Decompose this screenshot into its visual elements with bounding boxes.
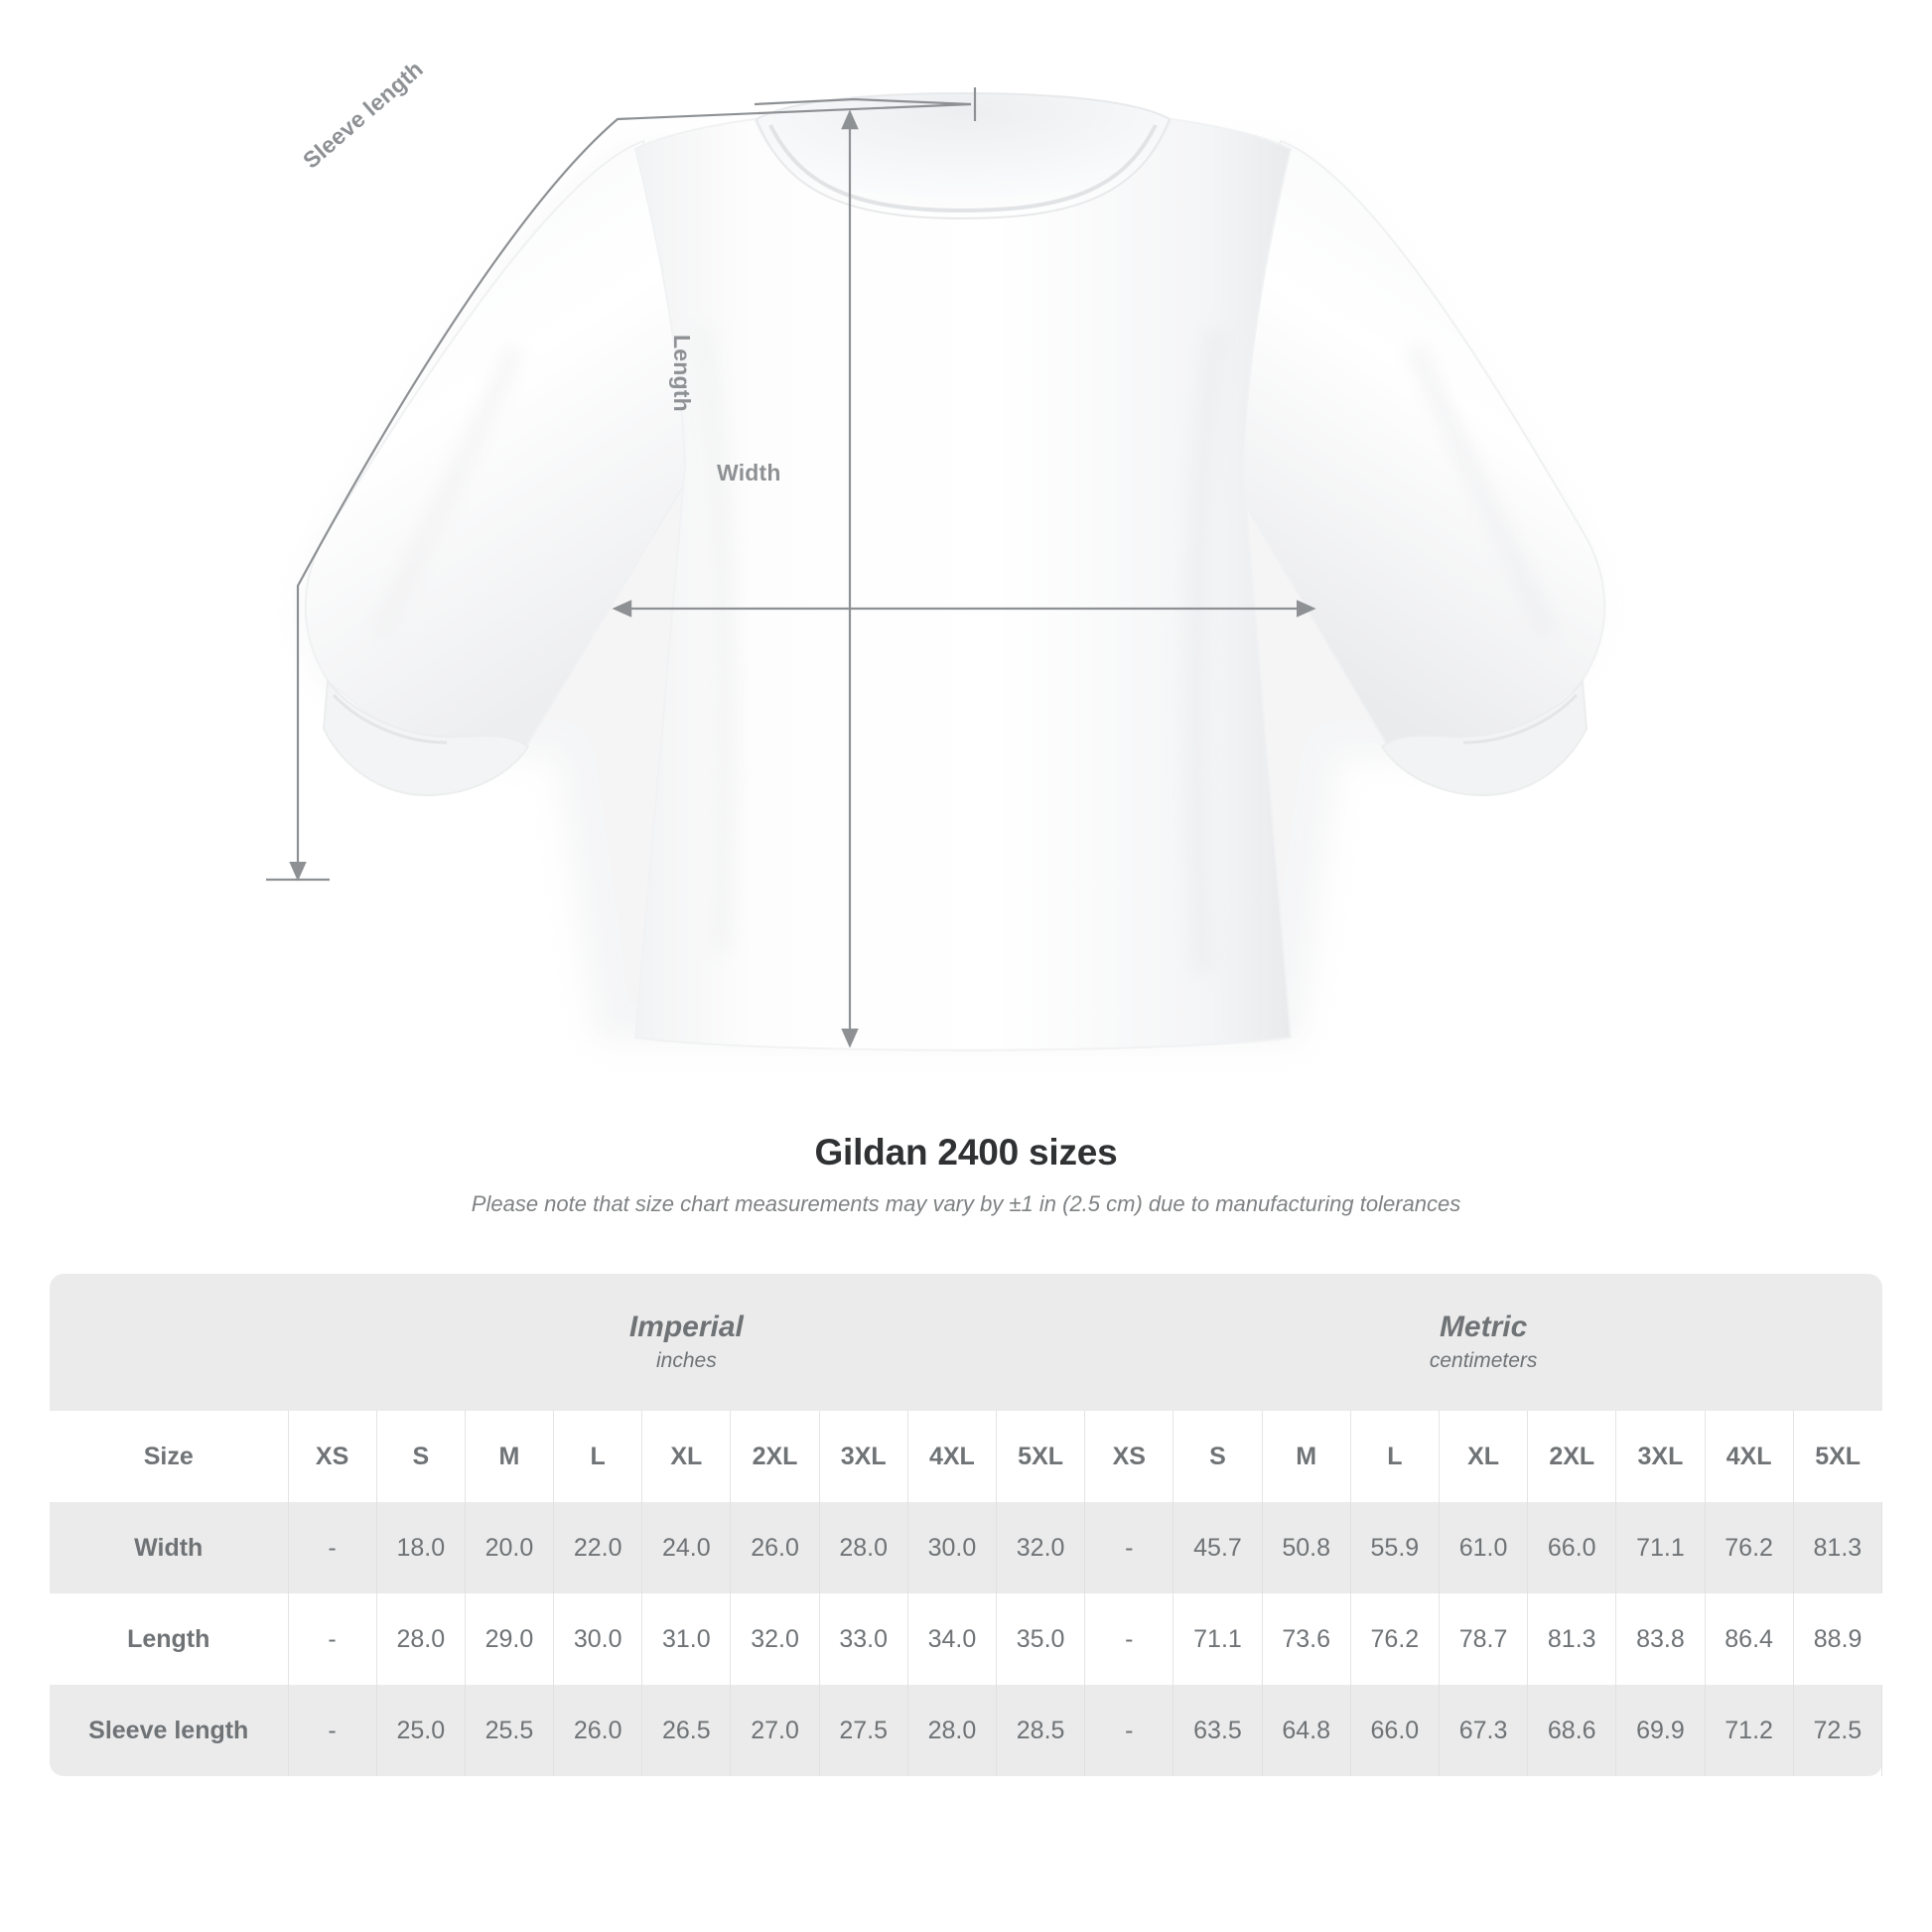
cell-length-metric-3xl: 83.8	[1616, 1593, 1705, 1685]
cell-sleeve-metric-3xl: 69.9	[1616, 1685, 1705, 1776]
cell-width-imperial-m: 20.0	[465, 1502, 553, 1593]
cell-length-metric-4xl: 86.4	[1705, 1593, 1793, 1685]
unit-system-row	[50, 1274, 1882, 1411]
unit-metric-sub: centimeters	[1429, 1349, 1538, 1372]
cell-length-imperial-2xl: 32.0	[731, 1593, 819, 1685]
cell-length-imperial-xs: -	[288, 1593, 376, 1685]
cell-width-imperial-l: 22.0	[554, 1502, 642, 1593]
cell-width-metric-l: 55.9	[1350, 1502, 1439, 1593]
cell-length-imperial-xl: 31.0	[642, 1593, 731, 1685]
cell-sleeve-imperial-l: 26.0	[554, 1685, 642, 1776]
width-dimension-label: Width	[717, 460, 781, 485]
cell-length-imperial-l: 30.0	[554, 1593, 642, 1685]
cell-length-metric-xs: -	[1085, 1593, 1173, 1685]
cell-length-imperial-s: 28.0	[376, 1593, 465, 1685]
column-header-imperial-2xl: 2XL	[731, 1411, 819, 1502]
column-header-metric-3xl: 3XL	[1616, 1411, 1705, 1502]
cell-sleeve-metric-m: 64.8	[1262, 1685, 1350, 1776]
cell-width-metric-xs: -	[1085, 1502, 1173, 1593]
cell-sleeve-metric-l: 66.0	[1350, 1685, 1439, 1776]
title-block	[0, 1132, 1932, 1217]
table-row	[50, 1685, 1882, 1776]
column-header-imperial-s: S	[376, 1411, 465, 1502]
row-label-sleeve-length: Sleeve length	[50, 1685, 288, 1776]
cell-length-metric-2xl: 81.3	[1528, 1593, 1616, 1685]
cell-length-imperial-4xl: 34.0	[907, 1593, 996, 1685]
cell-width-imperial-xl: 24.0	[642, 1502, 731, 1593]
unit-row-spacer	[50, 1274, 288, 1411]
cell-width-metric-s: 45.7	[1173, 1502, 1262, 1593]
unit-metric-cell	[1085, 1274, 1882, 1411]
length-dimension-label: Length	[669, 335, 695, 412]
cell-sleeve-imperial-xl: 26.5	[642, 1685, 731, 1776]
size-chart-table-wrap	[50, 1274, 1882, 1776]
column-header-imperial-5xl: 5XL	[997, 1411, 1085, 1502]
cell-width-metric-2xl: 66.0	[1528, 1502, 1616, 1593]
sleeve-length-dimension-label: Sleeve length	[298, 56, 428, 174]
cell-width-imperial-5xl: 32.0	[997, 1502, 1085, 1593]
column-header-metric-4xl: 4XL	[1705, 1411, 1793, 1502]
cell-length-imperial-5xl: 35.0	[997, 1593, 1085, 1685]
unit-metric-title: Metric	[1439, 1310, 1528, 1343]
cell-sleeve-imperial-4xl: 28.0	[907, 1685, 996, 1776]
column-header-imperial-xs: XS	[288, 1411, 376, 1502]
cell-width-metric-5xl: 81.3	[1793, 1502, 1881, 1593]
size-chart-table	[50, 1274, 1882, 1776]
row-label-length: Length	[50, 1593, 288, 1685]
cell-sleeve-metric-s: 63.5	[1173, 1685, 1262, 1776]
column-header-imperial-xl: XL	[642, 1411, 731, 1502]
table-row	[50, 1593, 1882, 1685]
cell-length-metric-m: 73.6	[1262, 1593, 1350, 1685]
cell-sleeve-imperial-s: 25.0	[376, 1685, 465, 1776]
cell-width-imperial-3xl: 28.0	[819, 1502, 907, 1593]
cell-sleeve-metric-4xl: 71.2	[1705, 1685, 1793, 1776]
cell-width-imperial-s: 18.0	[376, 1502, 465, 1593]
cell-length-imperial-3xl: 33.0	[819, 1593, 907, 1685]
cell-sleeve-metric-xs: -	[1085, 1685, 1173, 1776]
column-header-size: Size	[50, 1411, 288, 1502]
cell-length-imperial-m: 29.0	[465, 1593, 553, 1685]
column-header-metric-5xl: 5XL	[1793, 1411, 1881, 1502]
cell-width-metric-4xl: 76.2	[1705, 1502, 1793, 1593]
size-header-row	[50, 1411, 1882, 1502]
cell-length-metric-xl: 78.7	[1439, 1593, 1527, 1685]
column-header-metric-m: M	[1262, 1411, 1350, 1502]
cell-width-imperial-xs: -	[288, 1502, 376, 1593]
cell-sleeve-metric-xl: 67.3	[1439, 1685, 1527, 1776]
page-title: Gildan 2400 sizes	[814, 1132, 1118, 1173]
cell-sleeve-imperial-m: 25.5	[465, 1685, 553, 1776]
column-header-imperial-m: M	[465, 1411, 553, 1502]
row-label-width: Width	[50, 1502, 288, 1593]
column-header-metric-l: L	[1350, 1411, 1439, 1502]
unit-imperial-cell	[288, 1274, 1085, 1411]
column-header-imperial-3xl: 3XL	[819, 1411, 907, 1502]
cell-width-metric-3xl: 71.1	[1616, 1502, 1705, 1593]
cell-sleeve-metric-2xl: 68.6	[1528, 1685, 1616, 1776]
cell-width-metric-xl: 61.0	[1439, 1502, 1527, 1593]
cell-width-metric-m: 50.8	[1262, 1502, 1350, 1593]
cell-sleeve-imperial-5xl: 28.5	[997, 1685, 1085, 1776]
column-header-metric-2xl: 2XL	[1528, 1411, 1616, 1502]
column-header-imperial-4xl: 4XL	[907, 1411, 996, 1502]
cell-length-metric-s: 71.1	[1173, 1593, 1262, 1685]
column-header-metric-xl: XL	[1439, 1411, 1527, 1502]
unit-imperial-sub: inches	[656, 1349, 717, 1372]
cell-sleeve-imperial-3xl: 27.5	[819, 1685, 907, 1776]
column-header-metric-s: S	[1173, 1411, 1262, 1502]
cell-length-metric-l: 76.2	[1350, 1593, 1439, 1685]
cell-width-imperial-4xl: 30.0	[907, 1502, 996, 1593]
column-header-metric-xs: XS	[1085, 1411, 1173, 1502]
cell-width-imperial-2xl: 26.0	[731, 1502, 819, 1593]
cell-sleeve-imperial-2xl: 27.0	[731, 1685, 819, 1776]
tolerance-note: Please note that size chart measurements may vary by ±1 in (2.5 cm) due to manufacturing tolerances	[471, 1191, 1461, 1216]
column-header-imperial-l: L	[554, 1411, 642, 1502]
table-row	[50, 1502, 1882, 1593]
cell-sleeve-imperial-xs: -	[288, 1685, 376, 1776]
unit-imperial-title: Imperial	[628, 1310, 744, 1343]
cell-length-metric-5xl: 88.9	[1793, 1593, 1881, 1685]
cell-sleeve-metric-5xl: 72.5	[1793, 1685, 1881, 1776]
